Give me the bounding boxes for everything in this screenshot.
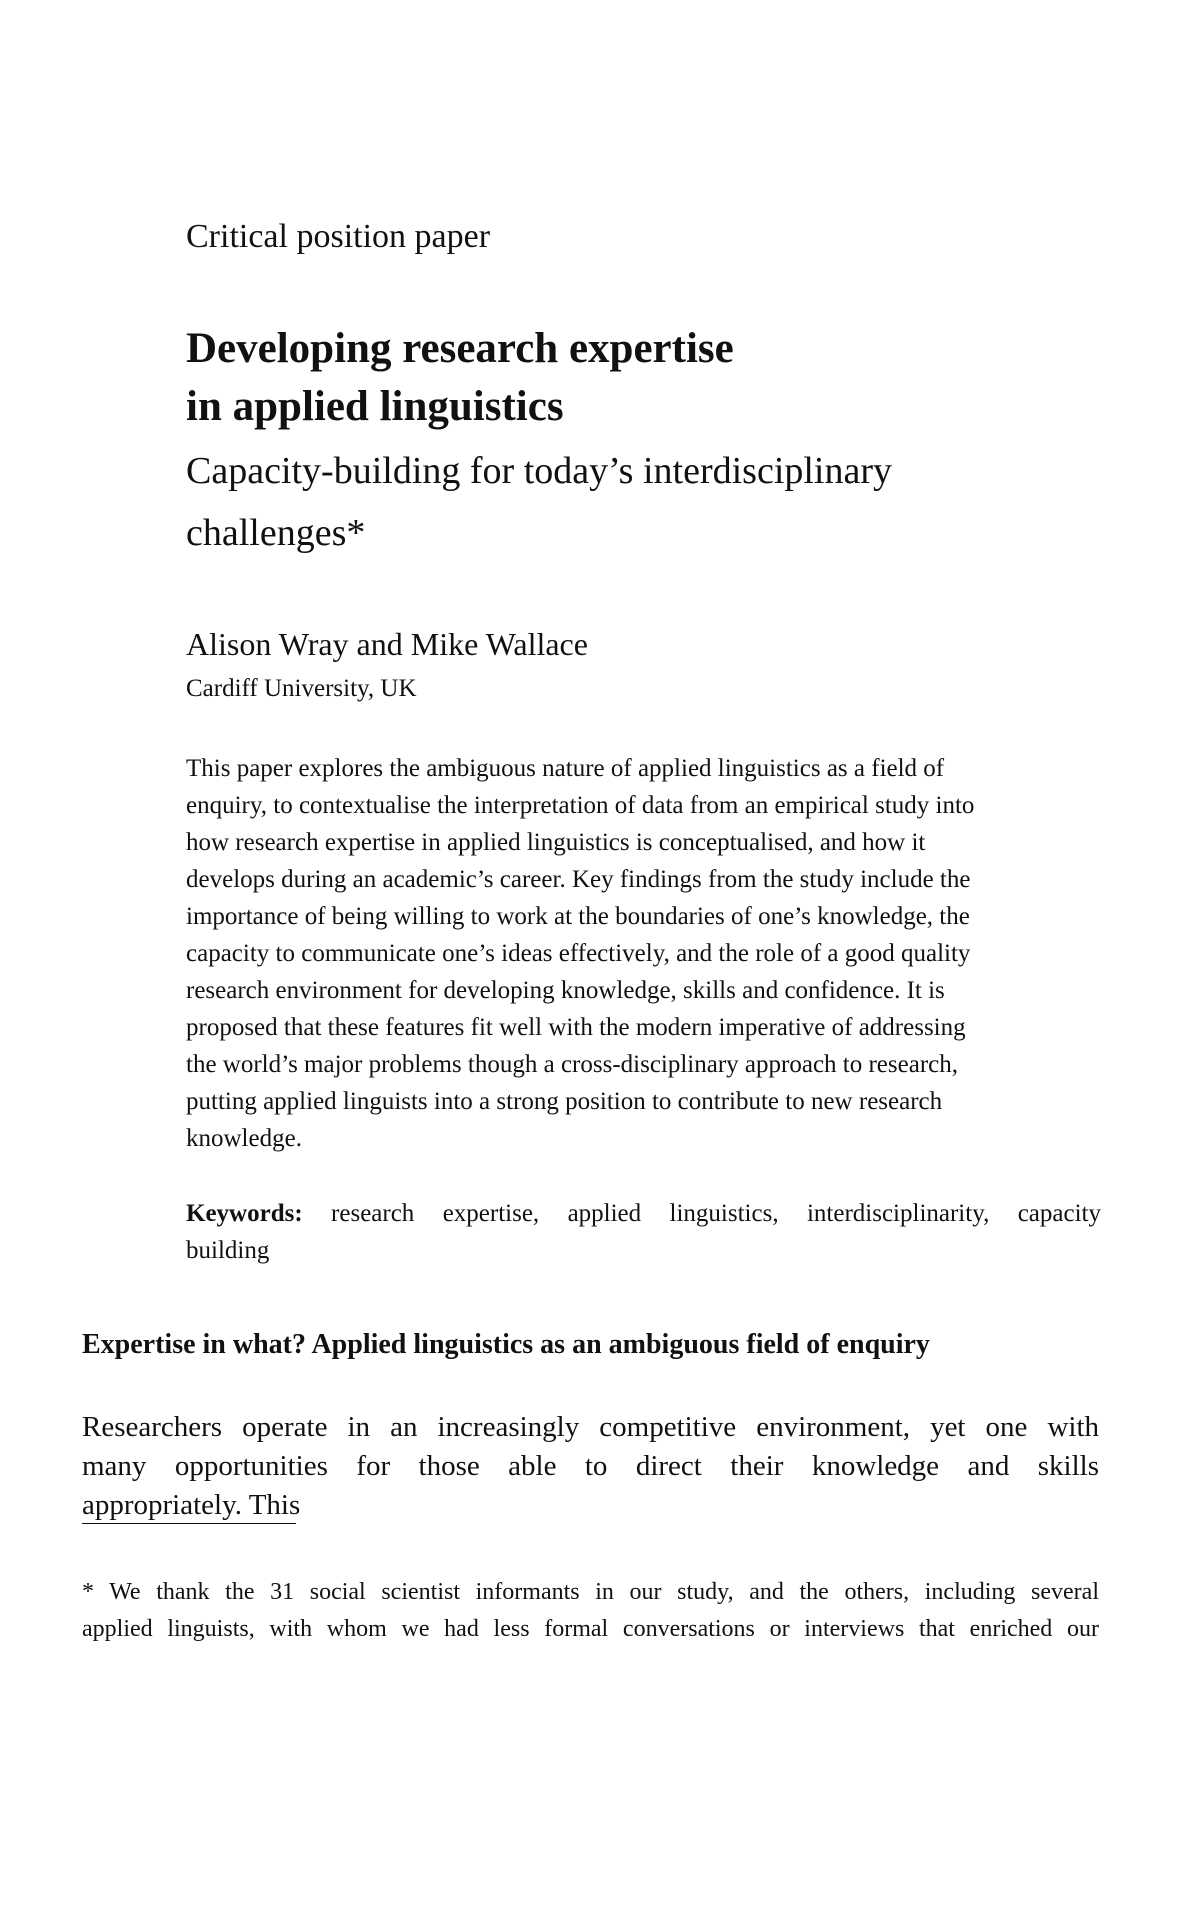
footnote-line: * We thank the 31 social scientist informants in our study, and the others, including several xyxy=(82,1579,1099,1605)
footnote-line: applied linguists, with whom we had less formal conversations or interviews that enriched our xyxy=(82,1616,1099,1642)
keywords-list: research expertise, applied linguistics, interdisciplinarity, capacity xyxy=(331,1200,1101,1227)
footnote xyxy=(82,1574,1099,1648)
keywords xyxy=(186,1195,1101,1269)
keywords-line xyxy=(186,1195,1101,1232)
section-label: Critical position paper xyxy=(186,218,491,255)
abstract-line: This paper explores the ambiguous nature of applied linguistics as a field of xyxy=(186,755,945,782)
abstract-line: research environment for developing knowledge, skills and confidence. It is xyxy=(186,977,945,1004)
abstract-line: putting applied linguists into a strong position to contribute to new research xyxy=(186,1088,943,1115)
paper-title xyxy=(186,320,1086,436)
authors: Alison Wray and Mike Wallace xyxy=(186,626,588,662)
abstract-line: knowledge. xyxy=(186,1125,302,1152)
body-line: Researchers operate in an increasingly competitive environment, yet one with xyxy=(82,1411,1099,1443)
footnote-divider xyxy=(82,1523,296,1524)
paper-subtitle-line: Capacity-building for today’s interdisciplinary xyxy=(186,450,893,492)
paper-subtitle xyxy=(186,440,1086,564)
body-line: appropriately. This xyxy=(82,1489,301,1521)
abstract xyxy=(186,750,1101,1157)
abstract-line: capacity to communicate one’s ideas effectively, and the role of a good quality xyxy=(186,940,971,967)
abstract-line: enquiry, to contextualise the interpretation of data from an empirical study into xyxy=(186,792,975,819)
abstract-line: importance of being willing to work at the boundaries of one’s knowledge, the xyxy=(186,903,970,930)
body-text xyxy=(82,1408,1099,1525)
affiliation: Cardiff University, UK xyxy=(186,675,417,702)
keywords-line: building xyxy=(186,1237,270,1264)
paper-subtitle-line: challenges* xyxy=(186,512,366,554)
body-line: many opportunities for those able to direct their knowledge and skills xyxy=(82,1450,1099,1482)
abstract-line: develops during an academic’s career. Key findings from the study include the xyxy=(186,866,971,893)
paper-title-line: Developing research expertise xyxy=(186,325,734,372)
abstract-line: how research expertise in applied linguistics is conceptualised, and how it xyxy=(186,829,926,856)
abstract-line: proposed that these features fit well with the modern imperative of addressing xyxy=(186,1014,966,1041)
keywords-label: Keywords: xyxy=(186,1200,303,1227)
abstract-line: the world’s major problems though a cross-disciplinary approach to research, xyxy=(186,1051,958,1078)
section-heading: Expertise in what? Applied linguistics as an ambiguous field of enquiry xyxy=(82,1329,930,1360)
paper-title-line: in applied linguistics xyxy=(186,383,564,430)
